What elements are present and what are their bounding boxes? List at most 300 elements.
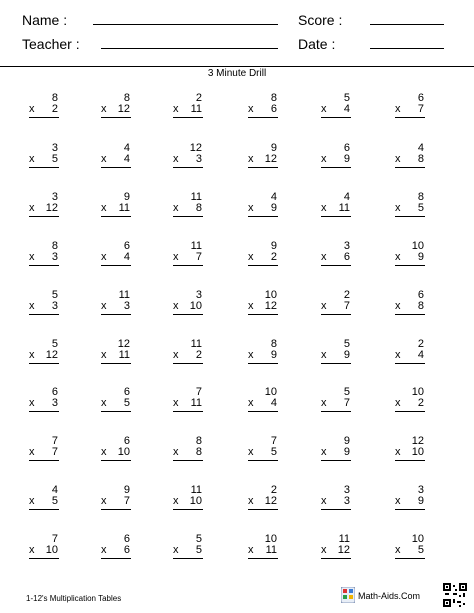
- problem-top-number: 3: [195, 289, 202, 301]
- problem-10-1: [26, 534, 62, 559]
- times-sign: x: [248, 397, 254, 409]
- answer-line[interactable]: [321, 558, 351, 559]
- multiplier-number: 5: [123, 397, 130, 409]
- problem-6-5: [318, 339, 354, 364]
- problem-4-5: [318, 241, 354, 266]
- name-line[interactable]: [93, 24, 278, 25]
- problem-8-1: [26, 436, 62, 461]
- answer-line[interactable]: [395, 265, 425, 266]
- footer-brand: Math-Aids.Com: [358, 591, 421, 601]
- problem-multiplier: [26, 545, 62, 556]
- problem-top-number: 10: [264, 289, 277, 301]
- problem-2-2: [98, 143, 134, 168]
- times-sign: x: [29, 251, 35, 263]
- problem-5-4: [245, 290, 281, 315]
- problem-1-4: [245, 93, 281, 118]
- times-sign: x: [395, 397, 401, 409]
- problem-top-number: 3: [51, 191, 58, 203]
- times-sign: x: [173, 349, 179, 361]
- answer-line[interactable]: [101, 363, 131, 364]
- times-sign: x: [248, 202, 254, 214]
- problem-top-number: 8: [51, 240, 58, 252]
- multiplier-number: 11: [118, 349, 130, 361]
- problem-top-number: 6: [51, 386, 58, 398]
- multiplier-number: 7: [123, 495, 130, 507]
- problem-top-number: 5: [51, 338, 58, 350]
- problem-9-2: [98, 485, 134, 510]
- times-sign: x: [395, 202, 401, 214]
- problem-multiplier: [392, 203, 428, 214]
- problem-10-6: [392, 534, 428, 559]
- answer-line[interactable]: [395, 509, 425, 510]
- problem-top-number: 7: [195, 386, 202, 398]
- problem-top-number: 11: [190, 240, 202, 252]
- multiplier-number: 4: [343, 103, 350, 115]
- problem-1-6: [392, 93, 428, 118]
- problem-multiplier: [318, 496, 354, 507]
- problem-7-6: [392, 387, 428, 412]
- problem-multiplier: [170, 301, 206, 312]
- multiplier-number: 5: [195, 544, 202, 556]
- multiplier-number: 11: [265, 544, 277, 556]
- problem-8-3: [170, 436, 206, 461]
- problem-top-number: 12: [411, 435, 424, 447]
- problem-multiplier: [318, 545, 354, 556]
- page-title: 3 Minute Drill: [207, 68, 267, 79]
- problem-top-number: 9: [123, 484, 130, 496]
- problem-multiplier: [392, 252, 428, 263]
- answer-line[interactable]: [29, 411, 59, 412]
- problem-6-1: [26, 339, 62, 364]
- answer-line[interactable]: [29, 265, 59, 266]
- header-divider: [0, 66, 474, 67]
- problem-1-1: [26, 93, 62, 118]
- problem-top-number: 5: [343, 338, 350, 350]
- times-sign: x: [321, 397, 327, 409]
- answer-line[interactable]: [395, 167, 425, 168]
- times-sign: x: [248, 446, 254, 458]
- problem-multiplier: [318, 398, 354, 409]
- times-sign: x: [101, 495, 107, 507]
- problem-multiplier: [170, 154, 206, 165]
- multiplier-number: 6: [343, 251, 350, 263]
- problem-1-5: [318, 93, 354, 118]
- problem-top-number: 7: [51, 533, 58, 545]
- name-label: Name :: [22, 12, 68, 28]
- problem-multiplier: [98, 545, 134, 556]
- answer-line[interactable]: [29, 314, 59, 315]
- times-sign: x: [173, 495, 179, 507]
- teacher-line[interactable]: [101, 48, 278, 49]
- problem-2-1: [26, 143, 62, 168]
- problem-6-4: [245, 339, 281, 364]
- multiplier-number: 2: [195, 349, 202, 361]
- qr-code-icon: [443, 583, 467, 607]
- math-aids-logo-icon: [341, 587, 355, 603]
- problem-multiplier: [98, 104, 134, 115]
- problem-top-number: 6: [123, 386, 130, 398]
- multiplier-number: 4: [417, 349, 424, 361]
- problem-7-4: [245, 387, 281, 412]
- problem-multiplier: [170, 545, 206, 556]
- problem-5-1: [26, 290, 62, 315]
- answer-line[interactable]: [101, 265, 131, 266]
- multiplier-number: 12: [264, 300, 277, 312]
- problem-6-2: [98, 339, 134, 364]
- score-label: Score :: [298, 12, 343, 28]
- answer-line[interactable]: [248, 265, 278, 266]
- answer-line[interactable]: [173, 558, 203, 559]
- times-sign: x: [29, 202, 35, 214]
- problem-top-number: 10: [411, 533, 424, 545]
- problem-multiplier: [392, 154, 428, 165]
- answer-line[interactable]: [395, 117, 425, 118]
- problem-multiplier: [170, 350, 206, 361]
- problem-top-number: 10: [264, 386, 277, 398]
- times-sign: x: [248, 544, 254, 556]
- times-sign: x: [321, 251, 327, 263]
- problem-9-5: [318, 485, 354, 510]
- problem-multiplier: [245, 104, 281, 115]
- problem-7-3: [170, 387, 206, 412]
- times-sign: x: [29, 153, 35, 165]
- answer-line[interactable]: [173, 167, 203, 168]
- problem-top-number: 6: [123, 533, 130, 545]
- answer-line[interactable]: [173, 363, 203, 364]
- problem-top-number: 3: [51, 142, 58, 154]
- answer-line[interactable]: [395, 314, 425, 315]
- problem-9-3: [170, 485, 206, 510]
- multiplier-number: 2: [270, 251, 277, 263]
- problem-10-4: [245, 534, 281, 559]
- times-sign: x: [395, 153, 401, 165]
- times-sign: x: [321, 446, 327, 458]
- answer-line[interactable]: [321, 314, 351, 315]
- problem-top-number: 2: [195, 92, 202, 104]
- problem-multiplier: [98, 496, 134, 507]
- multiplier-number: 8: [417, 300, 424, 312]
- multiplier-number: 10: [117, 446, 130, 458]
- problem-1-2: [98, 93, 134, 118]
- problem-multiplier: [98, 447, 134, 458]
- times-sign: x: [321, 202, 327, 214]
- problem-5-6: [392, 290, 428, 315]
- times-sign: x: [395, 251, 401, 263]
- multiplier-number: 9: [417, 251, 424, 263]
- problem-top-number: 11: [190, 484, 202, 496]
- problem-10-3: [170, 534, 206, 559]
- answer-line[interactable]: [248, 167, 278, 168]
- times-sign: x: [29, 349, 35, 361]
- times-sign: x: [395, 495, 401, 507]
- times-sign: x: [395, 349, 401, 361]
- multiplier-number: 10: [411, 446, 424, 458]
- multiplier-number: 11: [190, 103, 202, 115]
- times-sign: x: [173, 103, 179, 115]
- answer-line[interactable]: [395, 216, 425, 217]
- multiplier-number: 9: [343, 153, 350, 165]
- problem-multiplier: [26, 104, 62, 115]
- problem-top-number: 6: [123, 435, 130, 447]
- problem-top-number: 4: [51, 484, 58, 496]
- problem-multiplier: [392, 496, 428, 507]
- problem-multiplier: [392, 301, 428, 312]
- answer-line[interactable]: [248, 558, 278, 559]
- times-sign: x: [321, 495, 327, 507]
- answer-line[interactable]: [173, 265, 203, 266]
- problem-2-3: [170, 143, 206, 168]
- multiplier-number: 7: [195, 251, 202, 263]
- times-sign: x: [321, 300, 327, 312]
- times-sign: x: [29, 300, 35, 312]
- multiplier-number: 11: [118, 202, 130, 214]
- times-sign: x: [321, 544, 327, 556]
- times-sign: x: [101, 103, 107, 115]
- problem-2-6: [392, 143, 428, 168]
- answer-line[interactable]: [395, 558, 425, 559]
- problem-4-3: [170, 241, 206, 266]
- problem-top-number: 6: [343, 142, 350, 154]
- answer-line[interactable]: [173, 460, 203, 461]
- problem-multiplier: [98, 350, 134, 361]
- problem-10-5: [318, 534, 354, 559]
- multiplier-number: 9: [343, 349, 350, 361]
- answer-line[interactable]: [101, 509, 131, 510]
- problem-top-number: 10: [411, 240, 424, 252]
- multiplier-number: 4: [123, 153, 130, 165]
- problem-multiplier: [245, 350, 281, 361]
- problem-2-4: [245, 143, 281, 168]
- problem-5-3: [170, 290, 206, 315]
- times-sign: x: [101, 251, 107, 263]
- answer-line[interactable]: [101, 460, 131, 461]
- answer-line[interactable]: [248, 117, 278, 118]
- times-sign: x: [101, 397, 107, 409]
- problem-top-number: 8: [270, 338, 277, 350]
- problem-multiplier: [318, 350, 354, 361]
- multiplier-number: 5: [417, 544, 424, 556]
- problem-3-1: [26, 192, 62, 217]
- multiplier-number: 5: [270, 446, 277, 458]
- multiplier-number: 8: [417, 153, 424, 165]
- problem-multiplier: [170, 398, 206, 409]
- multiplier-number: 2: [417, 397, 424, 409]
- multiplier-number: 9: [270, 349, 277, 361]
- answer-line[interactable]: [248, 411, 278, 412]
- answer-line[interactable]: [248, 216, 278, 217]
- problem-multiplier: [26, 203, 62, 214]
- answer-line[interactable]: [101, 558, 131, 559]
- answer-line[interactable]: [248, 314, 278, 315]
- answer-line[interactable]: [321, 509, 351, 510]
- answer-line[interactable]: [173, 216, 203, 217]
- multiplier-number: 4: [123, 251, 130, 263]
- problem-multiplier: [26, 496, 62, 507]
- problem-top-number: 9: [343, 435, 350, 447]
- answer-line[interactable]: [395, 460, 425, 461]
- answer-line[interactable]: [321, 117, 351, 118]
- problem-multiplier: [26, 350, 62, 361]
- multiplier-number: 8: [195, 446, 202, 458]
- problem-4-6: [392, 241, 428, 266]
- multiplier-number: 10: [189, 300, 202, 312]
- answer-line[interactable]: [248, 509, 278, 510]
- problem-7-5: [318, 387, 354, 412]
- problem-multiplier: [318, 301, 354, 312]
- problem-multiplier: [245, 398, 281, 409]
- problem-top-number: 8: [51, 92, 58, 104]
- problem-multiplier: [318, 203, 354, 214]
- problem-top-number: 7: [270, 435, 277, 447]
- answer-line[interactable]: [29, 460, 59, 461]
- answer-line[interactable]: [321, 460, 351, 461]
- problem-multiplier: [245, 252, 281, 263]
- times-sign: x: [173, 446, 179, 458]
- times-sign: x: [101, 300, 107, 312]
- multiplier-number: 12: [337, 544, 350, 556]
- problem-multiplier: [245, 301, 281, 312]
- answer-line[interactable]: [248, 363, 278, 364]
- problem-multiplier: [318, 252, 354, 263]
- problem-top-number: 11: [338, 533, 350, 545]
- answer-line[interactable]: [321, 411, 351, 412]
- problem-top-number: 9: [123, 191, 130, 203]
- problem-multiplier: [98, 398, 134, 409]
- answer-line[interactable]: [173, 314, 203, 315]
- multiplier-number: 7: [343, 397, 350, 409]
- times-sign: x: [248, 349, 254, 361]
- problem-top-number: 4: [417, 142, 424, 154]
- problem-top-number: 8: [195, 435, 202, 447]
- teacher-label: Teacher :: [22, 36, 80, 52]
- problem-top-number: 5: [51, 289, 58, 301]
- score-line[interactable]: [370, 24, 444, 25]
- multiplier-number: 4: [270, 397, 277, 409]
- problem-top-number: 10: [411, 386, 424, 398]
- multiplier-number: 3: [51, 251, 58, 263]
- answer-line[interactable]: [29, 117, 59, 118]
- problem-top-number: 8: [270, 92, 277, 104]
- answer-line[interactable]: [321, 216, 351, 217]
- problem-multiplier: [170, 203, 206, 214]
- problem-multiplier: [26, 252, 62, 263]
- problem-top-number: 5: [195, 533, 202, 545]
- problem-multiplier: [170, 104, 206, 115]
- times-sign: x: [29, 397, 35, 409]
- answer-line[interactable]: [29, 216, 59, 217]
- problem-3-6: [392, 192, 428, 217]
- problem-6-6: [392, 339, 428, 364]
- multiplier-number: 5: [51, 495, 58, 507]
- times-sign: x: [29, 103, 35, 115]
- problem-top-number: 3: [417, 484, 424, 496]
- multiplier-number: 12: [45, 349, 58, 361]
- multiplier-number: 6: [270, 103, 277, 115]
- times-sign: x: [321, 153, 327, 165]
- answer-line[interactable]: [101, 167, 131, 168]
- problem-multiplier: [245, 496, 281, 507]
- problem-multiplier: [318, 104, 354, 115]
- problem-multiplier: [392, 350, 428, 361]
- problem-7-2: [98, 387, 134, 412]
- multiplier-number: 12: [264, 153, 277, 165]
- problem-top-number: 8: [417, 191, 424, 203]
- problem-multiplier: [318, 447, 354, 458]
- answer-line[interactable]: [101, 216, 131, 217]
- problem-multiplier: [26, 154, 62, 165]
- multiplier-number: 7: [51, 446, 58, 458]
- answer-line[interactable]: [395, 411, 425, 412]
- answer-line[interactable]: [173, 509, 203, 510]
- times-sign: x: [248, 251, 254, 263]
- problem-top-number: 11: [118, 289, 130, 301]
- answer-line[interactable]: [248, 460, 278, 461]
- answer-line[interactable]: [321, 167, 351, 168]
- problem-top-number: 6: [123, 240, 130, 252]
- problem-top-number: 4: [270, 191, 277, 203]
- multiplier-number: 9: [343, 446, 350, 458]
- times-sign: x: [173, 251, 179, 263]
- answer-line[interactable]: [395, 363, 425, 364]
- times-sign: x: [248, 495, 254, 507]
- multiplier-number: 6: [123, 544, 130, 556]
- problem-multiplier: [245, 154, 281, 165]
- problem-10-2: [98, 534, 134, 559]
- multiplier-number: 12: [45, 202, 58, 214]
- answer-line[interactable]: [101, 314, 131, 315]
- problem-top-number: 9: [270, 142, 277, 154]
- times-sign: x: [321, 349, 327, 361]
- date-line[interactable]: [370, 48, 444, 49]
- times-sign: x: [29, 495, 35, 507]
- problem-top-number: 9: [270, 240, 277, 252]
- problem-6-3: [170, 339, 206, 364]
- problem-multiplier: [26, 301, 62, 312]
- problem-5-5: [318, 290, 354, 315]
- problem-top-number: 4: [343, 191, 350, 203]
- times-sign: x: [101, 544, 107, 556]
- problem-top-number: 11: [190, 191, 202, 203]
- problem-multiplier: [392, 398, 428, 409]
- answer-line[interactable]: [29, 558, 59, 559]
- problem-multiplier: [98, 203, 134, 214]
- problem-8-5: [318, 436, 354, 461]
- multiplier-number: 3: [123, 300, 130, 312]
- problem-multiplier: [98, 154, 134, 165]
- problem-7-1: [26, 387, 62, 412]
- answer-line[interactable]: [173, 117, 203, 118]
- answer-line[interactable]: [101, 117, 131, 118]
- multiplier-number: 2: [51, 103, 58, 115]
- times-sign: x: [248, 153, 254, 165]
- answer-line[interactable]: [321, 265, 351, 266]
- answer-line[interactable]: [29, 167, 59, 168]
- answer-line[interactable]: [173, 411, 203, 412]
- answer-line[interactable]: [29, 363, 59, 364]
- multiplier-number: 9: [270, 202, 277, 214]
- times-sign: x: [173, 300, 179, 312]
- multiplier-number: 5: [51, 153, 58, 165]
- answer-line[interactable]: [29, 509, 59, 510]
- problem-multiplier: [98, 252, 134, 263]
- times-sign: x: [173, 397, 179, 409]
- problem-multiplier: [170, 496, 206, 507]
- times-sign: x: [395, 544, 401, 556]
- times-sign: x: [101, 349, 107, 361]
- times-sign: x: [173, 202, 179, 214]
- answer-line[interactable]: [101, 411, 131, 412]
- answer-line[interactable]: [321, 363, 351, 364]
